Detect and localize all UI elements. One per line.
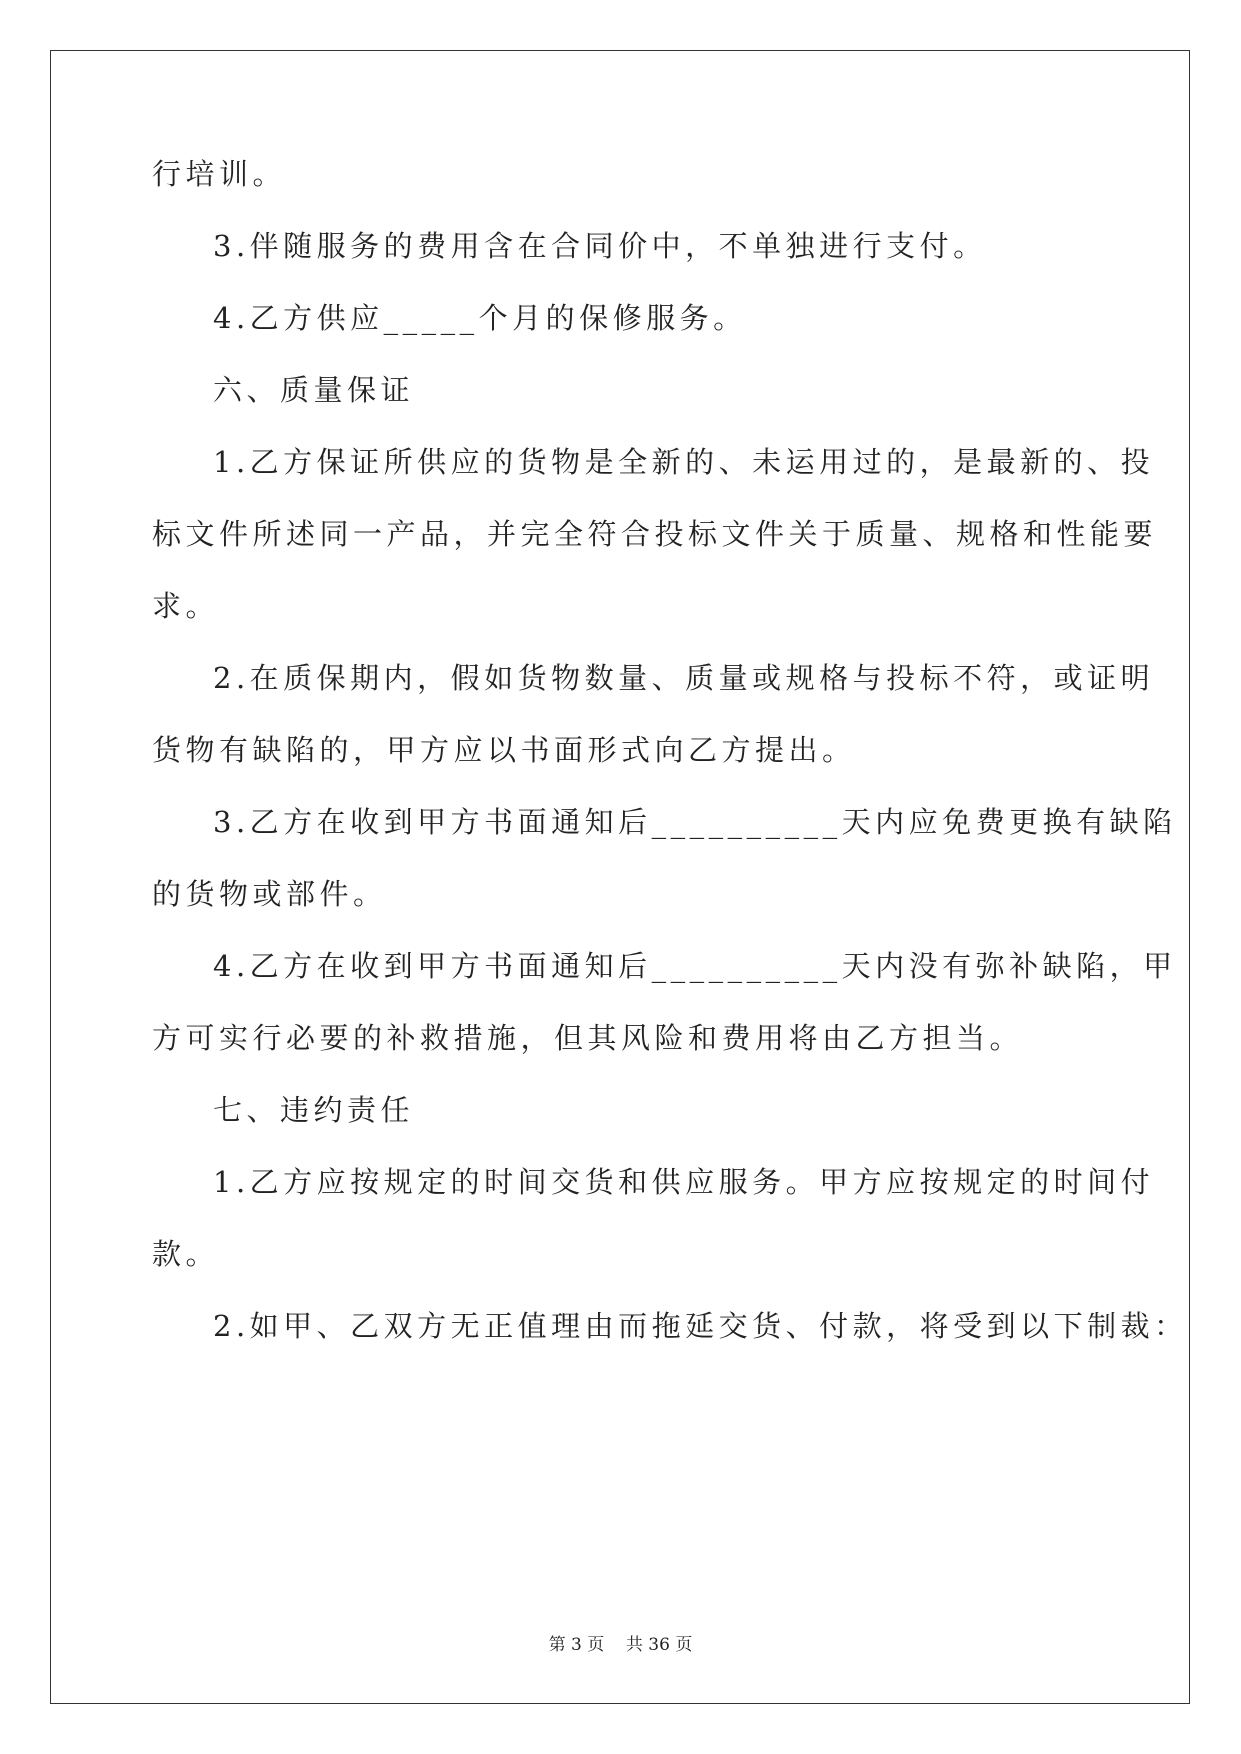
text-line: 方可实行必要的补救措施，但其风险和费用将由乙方担当。	[152, 1021, 1024, 1055]
text-line: 2.在质保期内，假如货物数量、质量或规格与投标不符，或证明	[213, 661, 1155, 695]
text-line: 标文件所述同一产品，并完全符合投标文件关于质量、规格和性能要	[152, 517, 1158, 551]
text-line: 4.乙方供应_____个月的保修服务。	[213, 301, 747, 335]
text-line: 1.乙方应按规定的时间交货和供应服务。甲方应按规定的时间付	[213, 1165, 1155, 1199]
section-heading: 六、质量保证	[213, 373, 415, 407]
text-line: 行培训。	[152, 157, 287, 191]
text-line: 3.伴随服务的费用含在合同价中，不单独进行支付。	[213, 229, 987, 263]
text-line: 1.乙方保证所供应的货物是全新的、未运用过的，是最新的、投	[213, 445, 1155, 479]
text-line: 的货物或部件。	[152, 877, 387, 911]
text-line: 款。	[152, 1237, 220, 1271]
section-heading: 七、违约责任	[213, 1093, 415, 1127]
text-line: 货物有缺陷的，甲方应以书面形式向乙方提出。	[152, 733, 856, 767]
text-line: 4.乙方在收到甲方书面通知后__________天内没有弥补缺陷，甲	[213, 949, 1177, 983]
page-number: 第 3 页 共 36 页	[548, 1635, 693, 1655]
text-line: 2.如甲、乙双方无正值理由而拖延交货、付款，将受到以下制裁：	[213, 1309, 1188, 1343]
text-line: 3.乙方在收到甲方书面通知后__________天内应免费更换有缺陷	[213, 805, 1177, 839]
text-line: 求。	[152, 589, 220, 623]
